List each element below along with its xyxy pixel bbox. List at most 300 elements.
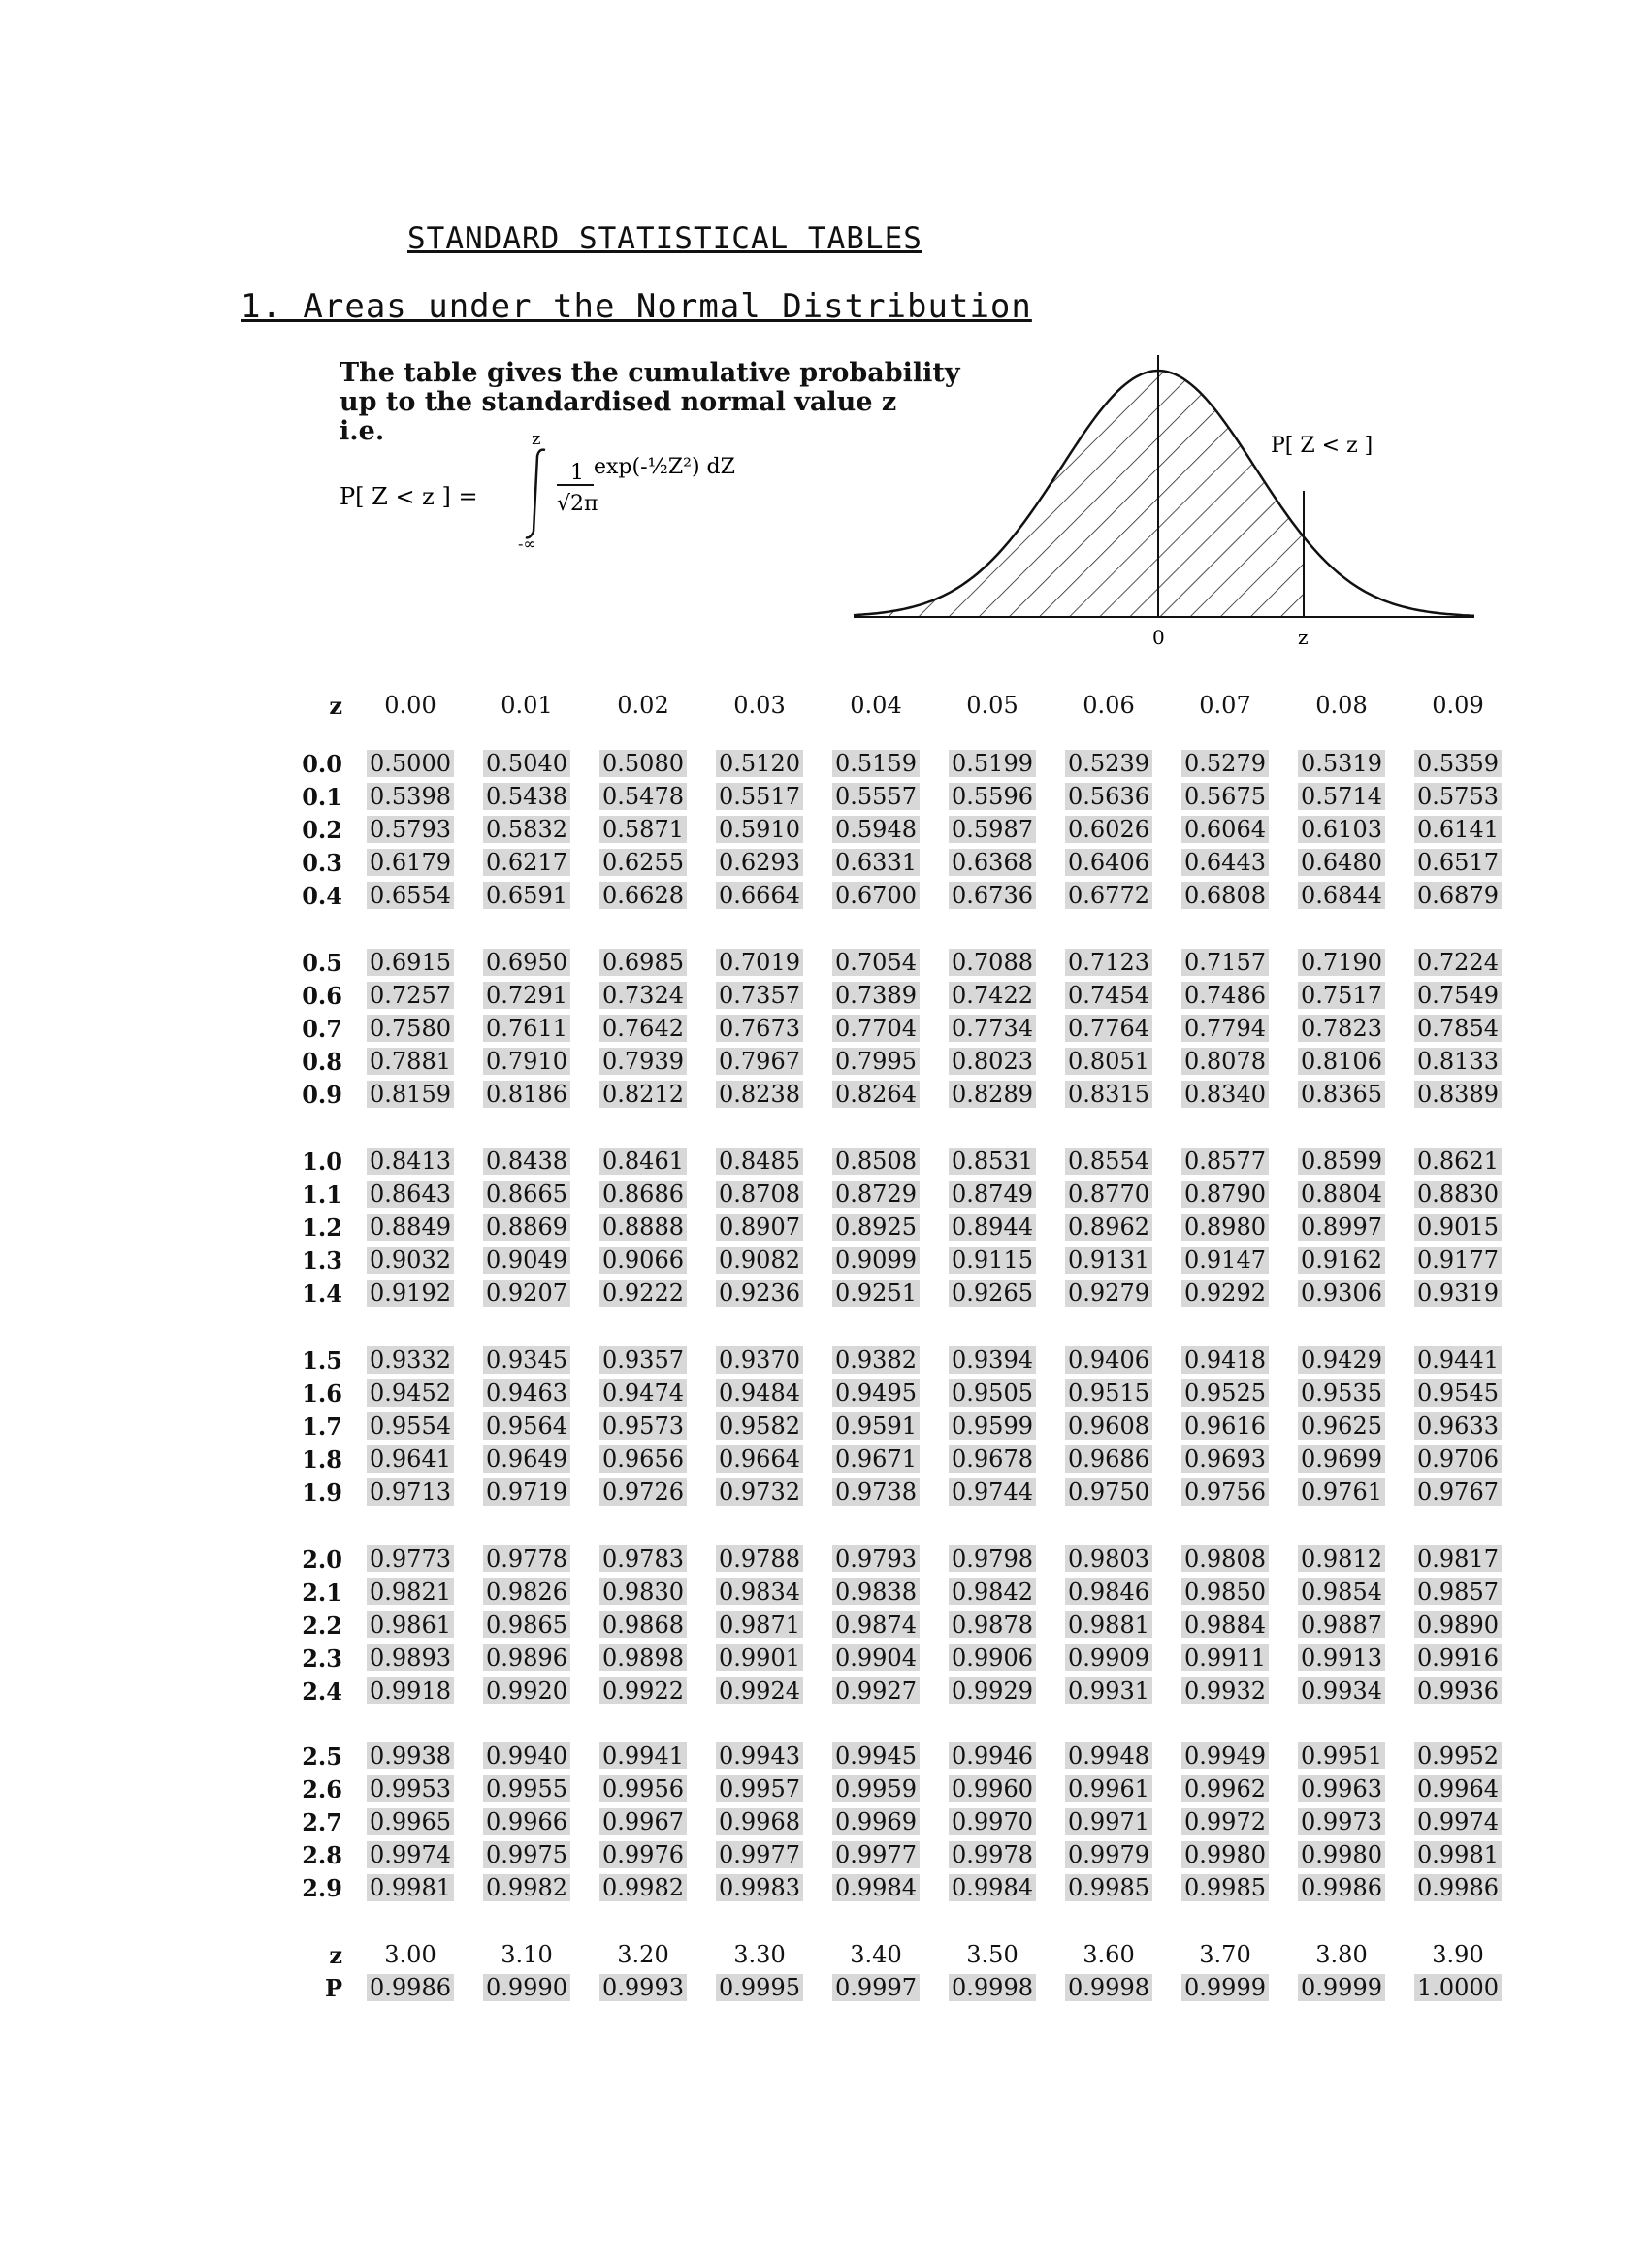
probability-cell: 0.9808 <box>1167 1542 1283 1575</box>
tail-z-value: 3.20 <box>617 1941 669 1968</box>
probability-cell: 0.9207 <box>469 1277 585 1310</box>
probability-cell: 0.9192 <box>352 1277 469 1310</box>
probability-cell: 0.5753 <box>1400 780 1516 813</box>
probability-cell: 0.9641 <box>352 1442 469 1475</box>
probability-cell: 0.9131 <box>1051 1244 1167 1277</box>
probability-cell: 0.9961 <box>1051 1772 1167 1805</box>
table-row <box>260 1772 1516 1805</box>
probability-cell: 0.6950 <box>469 946 585 979</box>
probability-cell: 0.8849 <box>352 1211 469 1244</box>
tail-table <box>260 1938 1516 2004</box>
probability-cell: 0.5319 <box>1283 747 1400 780</box>
probability-cell: 0.7357 <box>701 979 818 1012</box>
z-value: 2.0 <box>302 1544 342 1573</box>
probability-cell: 0.9656 <box>585 1442 701 1475</box>
probability-cell: 0.9821 <box>352 1575 469 1608</box>
probability-cell: 0.9913 <box>1283 1641 1400 1674</box>
probability-cell: 0.9693 <box>1167 1442 1283 1475</box>
z-value: 1.3 <box>302 1246 342 1275</box>
probability-cell: 0.9948 <box>1051 1739 1167 1772</box>
probability-cell: 0.9931 <box>1051 1674 1167 1707</box>
probability-cell: 0.8888 <box>585 1211 701 1244</box>
probability-cell: 0.9932 <box>1167 1674 1283 1707</box>
probability-cell: 0.9474 <box>585 1377 701 1409</box>
table-row <box>260 747 1516 780</box>
tail-z-value: 3.90 <box>1432 1941 1484 1968</box>
probability-cell: 0.9798 <box>934 1542 1051 1575</box>
probability-cell: 0.9952 <box>1400 1739 1516 1772</box>
table-row <box>260 1078 1516 1111</box>
table-row <box>260 879 1516 912</box>
probability-cell: 0.9545 <box>1400 1377 1516 1409</box>
probability-cell: 0.8315 <box>1051 1078 1167 1111</box>
z-value: 2.9 <box>302 1873 342 1902</box>
table-row <box>260 1344 1516 1377</box>
probability-cell: 0.9382 <box>818 1344 934 1377</box>
z-value: 1.1 <box>302 1180 342 1209</box>
probability-cell: 0.9956 <box>585 1772 701 1805</box>
probability-cell: 0.8389 <box>1400 1078 1516 1111</box>
tail-p-value: 0.9986 <box>352 1971 469 2004</box>
probability-cell: 0.9922 <box>585 1674 701 1707</box>
probability-cell: 0.9970 <box>934 1805 1051 1838</box>
probability-cell: 0.8749 <box>934 1178 1051 1211</box>
probability-cell: 0.6915 <box>352 946 469 979</box>
table-row <box>260 1575 1516 1608</box>
probability-cell: 0.9015 <box>1400 1211 1516 1244</box>
z-value: 0.9 <box>302 1080 342 1109</box>
probability-cell: 0.9980 <box>1167 1838 1283 1871</box>
probability-cell: 0.8340 <box>1167 1078 1283 1111</box>
probability-cell: 0.7673 <box>701 1012 818 1045</box>
table-row <box>260 1244 1516 1277</box>
probability-cell: 0.9976 <box>585 1838 701 1871</box>
probability-cell: 0.8212 <box>585 1078 701 1111</box>
probability-cell: 0.9971 <box>1051 1805 1167 1838</box>
probability-cell: 0.8686 <box>585 1178 701 1211</box>
table-row <box>260 1838 1516 1871</box>
tail-z-value: 3.60 <box>1083 1941 1135 1968</box>
probability-cell: 0.8485 <box>701 1145 818 1178</box>
probability-cell: 0.9484 <box>701 1377 818 1409</box>
probability-cell: 0.8599 <box>1283 1145 1400 1178</box>
probability-cell: 0.9732 <box>701 1475 818 1508</box>
probability-cell: 0.9920 <box>469 1674 585 1707</box>
probability-cell: 0.9292 <box>1167 1277 1283 1310</box>
probability-cell: 0.9750 <box>1051 1475 1167 1508</box>
probability-cell: 0.9868 <box>585 1608 701 1641</box>
tail-z-value: 3.40 <box>850 1941 902 1968</box>
probability-cell: 0.9049 <box>469 1244 585 1277</box>
table-row <box>260 1409 1516 1442</box>
axis-label-zero: 0 <box>1152 626 1165 649</box>
z-value: 0.7 <box>302 1014 342 1043</box>
probability-cell: 0.9394 <box>934 1344 1051 1377</box>
probability-cell: 0.7910 <box>469 1045 585 1078</box>
column-header-row <box>260 684 1516 727</box>
probability-cell: 0.8665 <box>469 1178 585 1211</box>
probability-cell: 0.9985 <box>1167 1871 1283 1904</box>
tail-z-value: 3.80 <box>1315 1941 1368 1968</box>
tail-z-value: 3.50 <box>966 1941 1018 1968</box>
probability-cell: 0.6217 <box>469 846 585 879</box>
table-row <box>260 1475 1516 1508</box>
probability-cell: 0.5675 <box>1167 780 1283 813</box>
probability-cell: 0.9761 <box>1283 1475 1400 1508</box>
column-header: 0.00 <box>384 692 436 719</box>
probability-cell: 0.8830 <box>1400 1178 1516 1211</box>
probability-cell: 0.9608 <box>1051 1409 1167 1442</box>
probability-cell: 0.7794 <box>1167 1012 1283 1045</box>
probability-cell: 0.8159 <box>352 1078 469 1111</box>
probability-cell: 0.9966 <box>469 1805 585 1838</box>
probability-cell: 0.9984 <box>934 1871 1051 1904</box>
probability-cell: 0.9713 <box>352 1475 469 1508</box>
z-column-header: z <box>329 691 342 720</box>
probability-cell: 0.6844 <box>1283 879 1400 912</box>
probability-cell: 0.7823 <box>1283 1012 1400 1045</box>
probability-cell: 0.9599 <box>934 1409 1051 1442</box>
probability-cell: 0.9842 <box>934 1575 1051 1608</box>
probability-cell: 0.9778 <box>469 1542 585 1575</box>
table-row <box>260 1211 1516 1244</box>
table-row <box>260 780 1516 813</box>
probability-cell: 0.9957 <box>701 1772 818 1805</box>
probability-cell: 0.8289 <box>934 1078 1051 1111</box>
z-value: 2.3 <box>302 1643 342 1672</box>
probability-cell: 0.9066 <box>585 1244 701 1277</box>
probability-cell: 0.9495 <box>818 1377 934 1409</box>
z-value: 1.9 <box>302 1477 342 1507</box>
probability-cell: 0.9357 <box>585 1344 701 1377</box>
probability-cell: 0.9977 <box>701 1838 818 1871</box>
column-header: 0.05 <box>966 692 1018 719</box>
probability-cell: 0.6554 <box>352 879 469 912</box>
probability-cell: 0.9838 <box>818 1575 934 1608</box>
probability-cell: 0.9890 <box>1400 1608 1516 1641</box>
probability-cell: 0.9846 <box>1051 1575 1167 1608</box>
normal-curve-figure <box>854 349 1474 660</box>
probability-cell: 0.9744 <box>934 1475 1051 1508</box>
probability-cell: 0.9934 <box>1283 1674 1400 1707</box>
probability-cell: 0.5000 <box>352 747 469 780</box>
tail-p-label: P <box>324 1973 342 2002</box>
tail-z-value: 3.30 <box>733 1941 786 1968</box>
probability-cell: 0.9871 <box>701 1608 818 1641</box>
probability-cell: 0.9901 <box>701 1641 818 1674</box>
probability-cell: 0.9960 <box>934 1772 1051 1805</box>
probability-cell: 0.9955 <box>469 1772 585 1805</box>
table-row <box>260 946 1516 979</box>
probability-cell: 0.9979 <box>1051 1838 1167 1871</box>
tail-p-row <box>260 1971 1516 2004</box>
formula-numerator: 1 <box>570 461 584 485</box>
shaded-area <box>854 371 1304 617</box>
column-header: 0.01 <box>501 692 553 719</box>
z-value: 0.1 <box>302 782 342 811</box>
probability-cell: 0.7257 <box>352 979 469 1012</box>
probability-cell: 0.9699 <box>1283 1442 1400 1475</box>
probability-cell: 0.5793 <box>352 813 469 846</box>
z-value: 2.5 <box>302 1741 342 1770</box>
probability-cell: 0.9918 <box>352 1674 469 1707</box>
z-value: 0.6 <box>302 981 342 1010</box>
probability-cell: 0.6700 <box>818 879 934 912</box>
tail-p-value: 0.9990 <box>469 1971 585 2004</box>
probability-cell: 0.5398 <box>352 780 469 813</box>
probability-cell: 0.9573 <box>585 1409 701 1442</box>
table-row <box>260 1805 1516 1838</box>
probability-cell: 0.5871 <box>585 813 701 846</box>
probability-cell: 0.9773 <box>352 1542 469 1575</box>
integral-sign-icon <box>526 450 545 538</box>
probability-cell: 0.8925 <box>818 1211 934 1244</box>
z-value: 0.0 <box>302 749 342 778</box>
probability-cell: 0.8643 <box>352 1178 469 1211</box>
z-value: 1.4 <box>302 1279 342 1308</box>
z-value: 2.1 <box>302 1577 342 1606</box>
probability-cell: 0.9332 <box>352 1344 469 1377</box>
probability-cell: 0.5910 <box>701 813 818 846</box>
probability-cell: 0.8944 <box>934 1211 1051 1244</box>
probability-cell: 0.9968 <box>701 1805 818 1838</box>
probability-cell: 0.9345 <box>469 1344 585 1377</box>
probability-cell: 0.8264 <box>818 1078 934 1111</box>
probability-cell: 0.7854 <box>1400 1012 1516 1045</box>
probability-cell: 0.6628 <box>585 879 701 912</box>
probability-cell: 0.8023 <box>934 1045 1051 1078</box>
table-row <box>260 813 1516 846</box>
probability-cell: 0.9115 <box>934 1244 1051 1277</box>
probability-cell: 0.7486 <box>1167 979 1283 1012</box>
probability-cell: 0.6179 <box>352 846 469 879</box>
probability-cell: 0.9418 <box>1167 1344 1283 1377</box>
table-row <box>260 1739 1516 1772</box>
z-value: 2.4 <box>302 1676 342 1705</box>
probability-cell: 0.8238 <box>701 1078 818 1111</box>
probability-cell: 0.9177 <box>1400 1244 1516 1277</box>
table-row <box>260 1542 1516 1575</box>
probability-cell: 0.9738 <box>818 1475 934 1508</box>
probability-cell: 0.9830 <box>585 1575 701 1608</box>
probability-cell: 0.9977 <box>818 1838 934 1871</box>
probability-cell: 0.6591 <box>469 879 585 912</box>
probability-cell: 0.9861 <box>352 1608 469 1641</box>
probability-cell: 0.9969 <box>818 1805 934 1838</box>
probability-cell: 0.9911 <box>1167 1641 1283 1674</box>
probability-cell: 0.6772 <box>1051 879 1167 912</box>
probability-cell: 0.9884 <box>1167 1608 1283 1641</box>
z-value: 2.2 <box>302 1610 342 1639</box>
z-value: 1.6 <box>302 1378 342 1408</box>
probability-cell: 0.9032 <box>352 1244 469 1277</box>
probability-cell: 0.8106 <box>1283 1045 1400 1078</box>
column-header: 0.07 <box>1199 692 1251 719</box>
probability-cell: 0.7054 <box>818 946 934 979</box>
probability-cell: 0.5987 <box>934 813 1051 846</box>
probability-cell: 0.9898 <box>585 1641 701 1674</box>
table-row-group <box>260 1344 1516 1508</box>
probability-cell: 0.8554 <box>1051 1145 1167 1178</box>
z-value: 2.8 <box>302 1840 342 1869</box>
probability-cell: 0.9887 <box>1283 1608 1400 1641</box>
probability-cell: 0.9972 <box>1167 1805 1283 1838</box>
probability-cell: 0.9236 <box>701 1277 818 1310</box>
probability-cell: 0.9756 <box>1167 1475 1283 1508</box>
table-row <box>260 1012 1516 1045</box>
probability-cell: 0.9893 <box>352 1641 469 1674</box>
probability-cell: 0.7517 <box>1283 979 1400 1012</box>
probability-cell: 0.5948 <box>818 813 934 846</box>
probability-cell: 0.8790 <box>1167 1178 1283 1211</box>
probability-cell: 0.9874 <box>818 1608 934 1641</box>
tail-p-value: 0.9998 <box>934 1971 1051 2004</box>
table-row <box>260 979 1516 1012</box>
probability-cell: 0.9463 <box>469 1377 585 1409</box>
probability-cell: 0.5714 <box>1283 780 1400 813</box>
formula-lower-limit: -∞ <box>518 535 536 551</box>
probability-cell: 0.9986 <box>1400 1871 1516 1904</box>
z-value: 0.4 <box>302 881 342 910</box>
probability-cell: 0.5080 <box>585 747 701 780</box>
probability-cell: 0.9788 <box>701 1542 818 1575</box>
probability-cell: 0.9878 <box>934 1608 1051 1641</box>
formula-lhs: P[ Z < z ] = <box>340 483 478 510</box>
probability-cell: 0.9678 <box>934 1442 1051 1475</box>
probability-cell: 0.6406 <box>1051 846 1167 879</box>
probability-cell: 0.6517 <box>1400 846 1516 879</box>
probability-cell: 0.9982 <box>585 1871 701 1904</box>
table-row <box>260 1377 1516 1409</box>
probability-cell: 0.8461 <box>585 1145 701 1178</box>
probability-cell: 0.5557 <box>818 780 934 813</box>
probability-cell: 0.8997 <box>1283 1211 1400 1244</box>
probability-cell: 0.9582 <box>701 1409 818 1442</box>
probability-cell: 0.8770 <box>1051 1178 1167 1211</box>
probability-cell: 0.9982 <box>469 1871 585 1904</box>
probability-cell: 0.9834 <box>701 1575 818 1608</box>
probability-cell: 0.6331 <box>818 846 934 879</box>
probability-cell: 0.6808 <box>1167 879 1283 912</box>
probability-cell: 0.9826 <box>469 1575 585 1608</box>
page-title: STANDARD STATISTICAL TABLES <box>407 221 922 256</box>
probability-cell: 0.9726 <box>585 1475 701 1508</box>
table-row <box>260 1442 1516 1475</box>
probability-cell: 0.8980 <box>1167 1211 1283 1244</box>
probability-cell: 0.9963 <box>1283 1772 1400 1805</box>
column-header: 0.02 <box>617 692 669 719</box>
probability-cell: 0.5359 <box>1400 747 1516 780</box>
probability-cell: 0.8621 <box>1400 1145 1516 1178</box>
probability-cell: 0.9973 <box>1283 1805 1400 1838</box>
probability-cell: 0.7422 <box>934 979 1051 1012</box>
description-line: The table gives the cumulative probability <box>340 358 960 388</box>
probability-cell: 0.6368 <box>934 846 1051 879</box>
probability-cell: 0.9452 <box>352 1377 469 1409</box>
probability-cell: 0.8508 <box>818 1145 934 1178</box>
probability-cell: 0.9881 <box>1051 1608 1167 1641</box>
z-value: 0.3 <box>302 848 342 877</box>
probability-cell: 0.9429 <box>1283 1344 1400 1377</box>
probability-cell: 0.9938 <box>352 1739 469 1772</box>
probability-cell: 0.9929 <box>934 1674 1051 1707</box>
tail-z-value: 3.70 <box>1199 1941 1251 1968</box>
probability-cell: 0.8133 <box>1400 1045 1516 1078</box>
table-row-group <box>260 747 1516 912</box>
probability-cell: 0.9406 <box>1051 1344 1167 1377</box>
probability-cell: 0.9370 <box>701 1344 818 1377</box>
probability-cell: 0.9664 <box>701 1442 818 1475</box>
probability-cell: 0.7291 <box>469 979 585 1012</box>
probability-cell: 0.9941 <box>585 1739 701 1772</box>
probability-cell: 0.9686 <box>1051 1442 1167 1475</box>
probability-cell: 0.8804 <box>1283 1178 1400 1211</box>
probability-cell: 0.9251 <box>818 1277 934 1310</box>
probability-cell: 0.6736 <box>934 879 1051 912</box>
tail-p-value: 1.0000 <box>1400 1971 1516 2004</box>
probability-cell: 0.5596 <box>934 780 1051 813</box>
probability-cell: 0.5478 <box>585 780 701 813</box>
table-row <box>260 1145 1516 1178</box>
probability-cell: 0.9984 <box>818 1871 934 1904</box>
probability-cell: 0.9980 <box>1283 1838 1400 1871</box>
probability-cell: 0.7611 <box>469 1012 585 1045</box>
probability-cell: 0.9099 <box>818 1244 934 1277</box>
z-value: 2.7 <box>302 1807 342 1836</box>
probability-cell: 0.9162 <box>1283 1244 1400 1277</box>
column-header: 0.06 <box>1083 692 1135 719</box>
probability-cell: 0.9896 <box>469 1641 585 1674</box>
probability-cell: 0.7967 <box>701 1045 818 1078</box>
probability-cell: 0.9222 <box>585 1277 701 1310</box>
probability-cell: 0.9865 <box>469 1608 585 1641</box>
probability-cell: 0.9981 <box>352 1871 469 1904</box>
probability-cell: 0.7224 <box>1400 946 1516 979</box>
probability-cell: 0.5636 <box>1051 780 1167 813</box>
probability-cell: 0.9306 <box>1283 1277 1400 1310</box>
probability-cell: 0.7642 <box>585 1012 701 1045</box>
probability-cell: 0.7580 <box>352 1012 469 1045</box>
probability-cell: 0.6879 <box>1400 879 1516 912</box>
probability-cell: 0.8869 <box>469 1211 585 1244</box>
probability-cell: 0.8186 <box>469 1078 585 1111</box>
probability-cell: 0.7190 <box>1283 946 1400 979</box>
z-value: 1.5 <box>302 1345 342 1375</box>
probability-cell: 0.7389 <box>818 979 934 1012</box>
probability-cell: 0.9924 <box>701 1674 818 1707</box>
probability-cell: 0.9985 <box>1051 1871 1167 1904</box>
probability-cell: 0.5199 <box>934 747 1051 780</box>
probability-cell: 0.9946 <box>934 1739 1051 1772</box>
probability-cell: 0.9975 <box>469 1838 585 1871</box>
probability-cell: 0.7088 <box>934 946 1051 979</box>
probability-cell: 0.9817 <box>1400 1542 1516 1575</box>
probability-cell: 0.8577 <box>1167 1145 1283 1178</box>
probability-cell: 0.7324 <box>585 979 701 1012</box>
probability-cell: 0.9803 <box>1051 1542 1167 1575</box>
probability-cell: 0.7764 <box>1051 1012 1167 1045</box>
probability-cell: 0.9854 <box>1283 1575 1400 1608</box>
description-line: i.e. <box>340 416 385 446</box>
probability-cell: 0.7157 <box>1167 946 1283 979</box>
tail-p-value: 0.9998 <box>1051 1971 1167 2004</box>
z-value: 1.2 <box>302 1213 342 1242</box>
probability-cell: 0.7704 <box>818 1012 934 1045</box>
formula-expression: exp(-½Z²) dZ <box>594 455 735 479</box>
probability-cell: 0.5279 <box>1167 747 1283 780</box>
probability-cell: 0.9965 <box>352 1805 469 1838</box>
probability-cell: 0.9719 <box>469 1475 585 1508</box>
